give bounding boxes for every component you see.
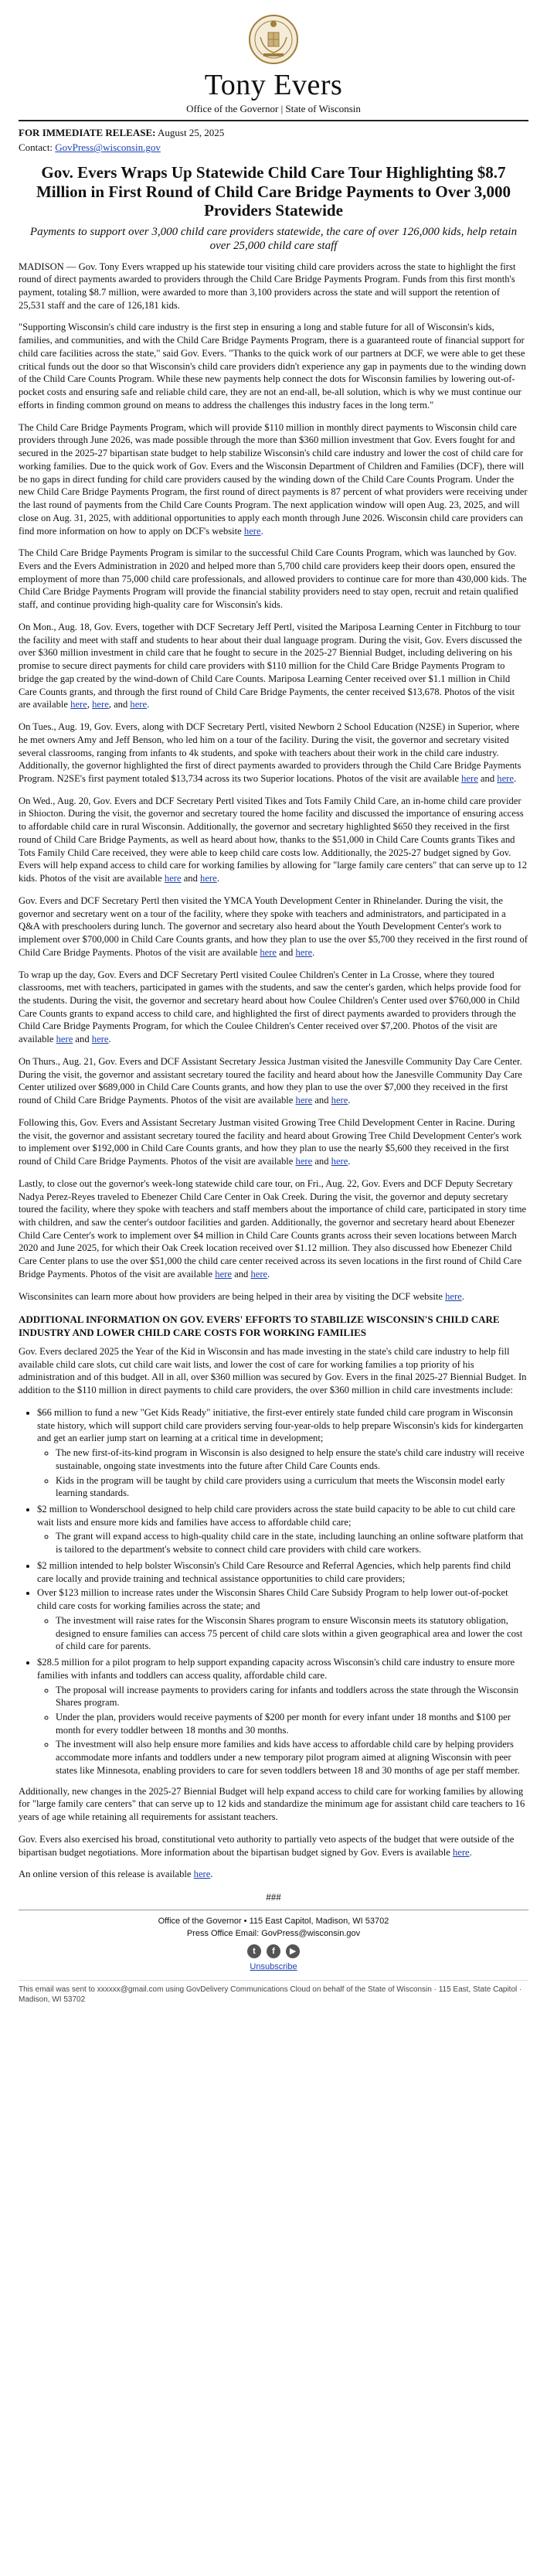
social-links — [19, 1944, 528, 1958]
header-seal — [19, 14, 528, 69]
twitter-icon[interactable]: t — [247, 1944, 261, 1958]
sub-list-item: ◦ The proposal will increase payments to providers caring for infants and toddlers across the state through the Wisconsin Shares program. — [56, 1684, 528, 1709]
release-date: August 25, 2025 — [158, 126, 225, 138]
sub-list-item: ◦ The investment will also help ensure more families and kids have access to affordable child care by helping providers accommodate more infants and toddlers under a new temporary pilot program aimed at aligning Wisconsin with peer states like Minnesota, enabling providers to care for seven toddlers between 18 and 30 months of age per staff member. — [56, 1738, 528, 1777]
photo-link[interactable]: here — [91, 1034, 109, 1045]
list-item: • Over $123 million to increase rates under the Wisconsin Shares Child Care Subsidy Program to help lower out-of-pocket child care costs for working families across the state; and ◦ The investment will raise rates for the Wisconsin Shares program to ensure Wisconsin meets its statutory obligation, designed to ensure families can access 75 percent of child care slots within a given geographical area and lower the cost of child care for parents. — [37, 1586, 528, 1653]
header-divider — [19, 120, 528, 121]
release-label: FOR IMMEDIATE RELEASE: — [19, 126, 156, 138]
photo-link[interactable]: here — [92, 699, 109, 710]
dcf-website-link[interactable]: here — [445, 1290, 462, 1302]
wisconsin-seal-icon — [248, 14, 299, 65]
body-paragraph: Lastly, to close out the governor's week-long statewide child care tour, on Fri., Aug. 22, Gov. Evers and DCF Deputy Secretary Nadya Perez-Reyes traveled to Ebenezer Child Care Center in Oak Creek. During the visit, the governor and deputy secretary toured the facility, where they spoke with teachers and staff members about the importance of child care, participated in story time with children, and saw the center's outdoor facilities and garden. Additionally, the governor and secretary heard about Ebenezer Child Care Center's work to implement over $4 million in Child Care Counts grants across their seven locations between March 2020 and June 2025, for which their Oak Creek location received over $1.12 million. They also discussed how Ebenezer Child Care Center plans to use the over $51,000 the child care center received across its seven locations in the first round of Child Care Bridge Payments. Photos of the visit are available here and here. — [19, 1177, 527, 1279]
subheadline: Payments to support over 3,000 child care providers statewide, the care of over 126,000 kids, help retain over 25,000 child care staff — [29, 225, 518, 252]
contact-label: Contact: — [19, 141, 53, 154]
contact-email-link[interactable]: GovPress@wisconsin.gov — [55, 141, 161, 154]
govdelivery-notice: This email was sent to xxxxxx@gmail.com using GovDelivery Communications Cloud on behalf of the State of Wisconsin · 115 East, State Capitol · Madison, WI 53702 — [19, 1980, 528, 2005]
photo-link[interactable]: here — [295, 946, 313, 958]
sub-list-item: ◦ The grant will expand access to high-quality child care in the state, including launching an online software platform that is tailored to the department's website to connect child care providers with child care workers. — [56, 1530, 528, 1555]
sub-list-item: ◦ Kids in the program will be taught by child care providers using a curriculum that meets the Wisconsin model early learning standards. — [56, 1474, 528, 1500]
body-paragraph: Gov. Evers also exercised his broad, constitutional veto authority to partially veto aspects of the budget that were outside of the bipartisan budget negotiations. More information about the bipartisan budget signed by Gov. Evers is available here. — [19, 1833, 515, 1858]
photo-link[interactable]: here — [497, 772, 514, 784]
body-paragraph: The Child Care Bridge Payments Program, which will provide $110 million in monthly direct payments to Wisconsin child care providers through June 2026, was made possible through the more than $360 million investment that Gov. Evers fought for and secured in the 2025-27 bipartisan state budget to help stabilize Wisconsin's child care industry and lower the cost of child care for working families. Due to the quick work of Gov. Evers and the Wisconsin Department of Children and Families (DCF), there will be no gaps in direct funding for child care providers caused by the winding down of the Child Care Counts Program. Under the new Child Care Bridge Payments Program, the first round of direct payments is 87 percent of what providers were receiving under the last round of payments from the Child Care Counts Program. The next application window will open Aug. 23, 2025, and will close on Aug. 31, 2025, with additional opportunities to apply each month through June 2026. Wisconsin child care providers can find more information on how to apply on DCF's website here. — [19, 421, 528, 537]
photo-link[interactable]: here — [164, 873, 182, 884]
list-item: • $66 million to fund a new "Get Kids Ready" initiative, the first-ever entirely state funded child care program in Wisconsin state history, which will support child care providers serving four-year-olds to help prepare Wisconsin's kids for kindergarten and get an earlier jump start on learning at a critical time in development; ◦ The new first-of-its-kind program in Wisconsin is also designed to help ensure the state's child care industry will receive sustainable, ongoing state investments into the future after Child Care Counts ends. ◦ Kids in the program will be taught by child care providers using a curriculum that meets the Wisconsin model early learning standards. — [37, 1406, 528, 1500]
body-paragraph: On Wed., Aug. 20, Gov. Evers and DCF Secretary Pertl visited Tikes and Tots Family Child Care, an in-home child care provider in Shiocton. During the visit, the governor and secretary toured the home facility and discussed the importance of ensuring access to affordable child care in rural Wisconsin. Additionally, the governor and secretary highlighted $650 they received in the first round of Child Care Bridge Payments, as well as heard about how, thanks to the $51,000 in Child Care Counts grants Tikes and Tots Family Child Care received, they were able to keep child care costs low. Additionally, the 2025-27 budget signed by Gov. Evers will help expand access to child care for working families by allowing for "large family care centers" that can serve up to 12 kids. Photos of the visit are available here and here. — [19, 795, 528, 884]
photo-link[interactable]: here — [250, 1268, 268, 1279]
release-date-line — [19, 126, 528, 139]
governor-name: Tony Evers — [204, 68, 343, 101]
footer — [19, 1910, 528, 2005]
photo-link[interactable]: here — [461, 772, 478, 784]
facebook-icon[interactable]: f — [267, 1944, 280, 1958]
photo-link[interactable]: here — [295, 1156, 313, 1167]
unsubscribe-link[interactable]: Unsubscribe — [250, 1961, 297, 1971]
body-paragraph: On Thurs., Aug. 21, Gov. Evers and DCF Assistant Secretary Jessica Justman visited the Janesville Community Day Care Center. During the visit, the governor and assistant secretary toured the facility and heard about how the Janesville Community Day Care Center utilized over $689,000 in Child Care Counts grants, and how they plan to use the over $7,000 they received in the first round of Child Care Bridge Payments. Photos of the visit are available here and here. — [19, 1055, 522, 1106]
body-paragraph: The Child Care Bridge Payments Program is similar to the successful Child Care Counts Program, which was launched by Gov. Evers and the Evers Administration in 2020 and helped more than 5,700 child care providers keep their doors open, ensured the employment of more than 75,000 child care professionals, and allowed providers to continue care for more than 430,000 kids. The Child Care Bridge Payments Program will provide the financial stability providers need to stay open, recruit and retain qualified staff, and continue providing high-quality care for Wisconsin's kids. — [19, 547, 527, 611]
footer-press-email: Press Office Email: GovPress@wisconsin.gov — [186, 1929, 361, 1938]
list-item: • $2 million intended to help bolster Wisconsin's Child Care Resource and Referral Agencies, which help parents find child care locally and provide training and technical assistance opportunities to child care providers; — [37, 1559, 528, 1585]
footer-address: Office of the Governor • 115 East Capitol, Madison, WI 53702 — [158, 1917, 389, 1927]
photo-link[interactable]: here — [331, 1156, 348, 1167]
body-paragraph: MADISON — Gov. Tony Evers wrapped up his statewide tour visiting child care providers across the state to highlight the first round of direct payments awarded to providers through the Child Care Bridge Payments Program. Funds from this first month's payment, totaling $8.7 million, were awarded to more than 3,100 providers across the state and will support the retention of 25,531 staff and the care of 126,181 kids. — [19, 261, 516, 311]
contact-line — [19, 141, 528, 154]
sub-list-item: ◦ Under the plan, providers would receive payments of $200 per month for every infant under 18 months and $100 per month for every toddler between 18 months and 30 months. — [56, 1711, 528, 1736]
photo-link[interactable]: here — [200, 873, 217, 884]
youtube-icon[interactable]: ▶ — [286, 1944, 300, 1958]
body-paragraph: Wisconsinites can learn more about how providers are being helped in their area by visiting the DCF website here. — [19, 1290, 464, 1302]
body-paragraph: On Tues., Aug. 19, Gov. Evers, along with DCF Secretary Pertl, visited Newborn 2 School Education (N2SE) in Superior, where he met owners Amy and Jeff Benson, who led him on a tour of the facility. During the visit, the governor and secretary visited several classrooms, ranging from infants to 4k students, and spoke with teachers about their work in the child care industry. Additionally, the governor highlighted the first of direct payments awarded to providers through the Child Care Bridge Payments Program. N2SE's first payment totaled $13,734 across its two Superior locations. Photos of the visit are available here and here. — [19, 721, 522, 784]
press-release — [19, 0, 528, 2005]
budget-info-link[interactable]: here — [452, 1846, 470, 1858]
end-marks: ### — [266, 1891, 281, 1903]
body-paragraph: Gov. Evers and DCF Secretary Pertl then visited the YMCA Youth Development Center in Rhinelander. During the visit, the governor and secretary went on a tour of the facility, where they spoke with teachers and administrators, and participated in a Q&A with preschoolers during lunch. The governor and secretary also heard about the Youth Development Center's work to implement over $700,000 in Child Care Counts grants, and how they plan to use the over $5,700 they received in the first round of Child Care Bridge Payments. Photos of the visit are available here and here. — [19, 894, 528, 958]
investment-list — [19, 1406, 528, 1777]
photo-link[interactable]: here — [260, 946, 277, 958]
photo-link[interactable]: here — [331, 1095, 348, 1106]
photo-link[interactable]: here — [70, 699, 87, 710]
additional-info-heading: ADDITIONAL INFORMATION ON GOV. EVERS' EFFORTS TO STABILIZE WISCONSIN'S CHILD CARE INDUSTRY AND LOWER CHILD CARE COSTS FOR WORKING FAMILIES — [19, 1314, 500, 1338]
headline: Gov. Evers Wraps Up Statewide Child Care Tour Highlighting $8.7 Million in First Round of Child Care Bridge Payments to Over 3,000 Providers Statewide — [36, 163, 511, 220]
body-paragraph: Additionally, new changes in the 2025-27 Biennial Budget will help expand access to child care for working families by allowing for "large family care centers" that can serve up to 12 kids and standardize the minimum age for assistant child care teachers to 16 years of age while retaining all requirements for assistant teachers. — [19, 1785, 525, 1823]
list-item: • $28.5 million for a pilot program to help support expanding capacity across Wisconsin's child care industry to ensure more families with infants and toddlers can access quality, affordable child care. ◦ The proposal will increase payments to providers caring for infants and toddlers across the state through the Wisconsin Shares program. ◦ Under the plan, providers would receive payments of $200 per month for every infant under 18 months and $100 per month for every toddler between 18 months and 30 months. ◦ The investment will also help ensure more families and kids have access to affordable child care by helping providers accommodate more infants and toddlers under a new temporary pilot program aimed at aligning Wisconsin with peer states like Minnesota, enabling providers to care for seven toddlers between 18 and 30 months of age per staff member. — [37, 1656, 528, 1777]
body-paragraph: To wrap up the day, Gov. Evers and DCF Secretary Pertl visited Coulee Children's Center in La Crosse, where they toured classrooms, met with teachers, participated in games with the students, and saw the center's garden, which helps provide food for the students. During the visit, the governor and secretary heard about how Coulee Children's Center used over $760,000 in Child Care Counts grants to expand access to child care, and highlighted the first of direct payments awarded to providers through the Child Care Bridge Payments Program, for which the Coulee Children's Center received over $7,200. Photos of the visit are available here and here. — [19, 969, 522, 1045]
photo-link[interactable]: here — [295, 1095, 313, 1106]
additional-intro: Gov. Evers declared 2025 the Year of the Kid in Wisconsin and has made investing in the state's child care industry to help fill available child care slots, cut child care wait lists, and lower the cost of care for working families a top priority of his administration and of this budget. All in all, over $360 million was secured by Gov. Evers in the final 2025-27 Biennial Budget. In addition to the $110 million in direct payments to child care providers, the over $360 million in child care investments include: — [19, 1345, 527, 1396]
quote-paragraph: "Supporting Wisconsin's child care industry is the first step in ensuring a long and stable future for all of Wisconsin's kids, families, and communities, and with the Child Care Bridge Payments Program, there is a guaranteed route of financial support for child care facilities across the state," said Gov. Evers. "Thanks to the quick work of our partners at DCF, we were able to get these critical funds out the door so that Wisconsin's child care providers didn't experience any gap in payments due to the winding down of the Child Care Counts Program. While these new payments help connect the dots for Wisconsin families by lowering out-of-pocket costs and ensuring safe and reliable child care, they are not an end-all, be-all solution, which is why we must continue our efforts in finding common ground on means to address the challenges this industry faces in the long term." — [19, 322, 526, 411]
online-version-link[interactable]: here — [193, 1869, 211, 1880]
list-item: • $2 million to Wonderschool designed to help child care providers across the state build capacity to be able to cut child care wait lists and ensure more kids and families have access to affordable child care; ◦ The grant will expand access to high-quality child care in the state, including launching an online software platform that is tailored to the department's website to connect child care providers with child care workers. — [37, 1503, 528, 1556]
photo-link[interactable]: here — [215, 1268, 232, 1279]
body-paragraph: On Mon., Aug. 18, Gov. Evers, together with DCF Secretary Jeff Pertl, visited the Mariposa Learning Center in Fitchburg to tour the facility and meet with staff and students to hear about their dual language program. During the visit, Gov. Evers discussed the over $360 million investment in child care that he fought to secure in the 2025-27 Biennial Budget, including delivering on his promise to secure direct payments for child care providers with $110 million for the Child Care Bridge Payments Program to bridge the gap created by the wind-down of Child Care Counts. Mariposa Learning Center received over $1.1 million in Child Care Counts grants, and through the first round of Child Care Bridge Payments, the center received $13,678. Photos of the visit are available here, here, and here. — [19, 621, 522, 710]
office-line: Office of the Governor | State of Wisconsin — [186, 102, 361, 114]
dcf-apply-link[interactable]: here — [243, 525, 261, 537]
photo-link[interactable]: here — [130, 699, 148, 710]
sub-list-item: ◦ The new first-of-its-kind program in Wisconsin is also designed to help ensure the state's child care industry will receive sustainable, ongoing state investments into the future after Child Care Counts ends. — [56, 1446, 528, 1472]
body-paragraph: Following this, Gov. Evers and Assistant Secretary Justman visited Growing Tree Child Development Center in Racine. During the visit, the governor and assistant secretary toured the facility and heard about Growing Tree Child Development Center's work to implement over $192,000 in Child Care Counts grants, and how they plan to use the nearly $5,600 they received in the first round of Child Care Bridge Payments. Photos of the visit are available here and here. — [19, 1116, 522, 1167]
body-paragraph: An online version of this release is available here. — [19, 1869, 213, 1880]
sub-list-item: ◦ The investment will raise rates for the Wisconsin Shares program to ensure Wisconsin meets its statutory obligation, designed to ensure families can access 75 percent of child care slots within a given geographical area and lower the cost of child care for parents. — [56, 1614, 528, 1653]
photo-link[interactable]: here — [56, 1034, 73, 1045]
